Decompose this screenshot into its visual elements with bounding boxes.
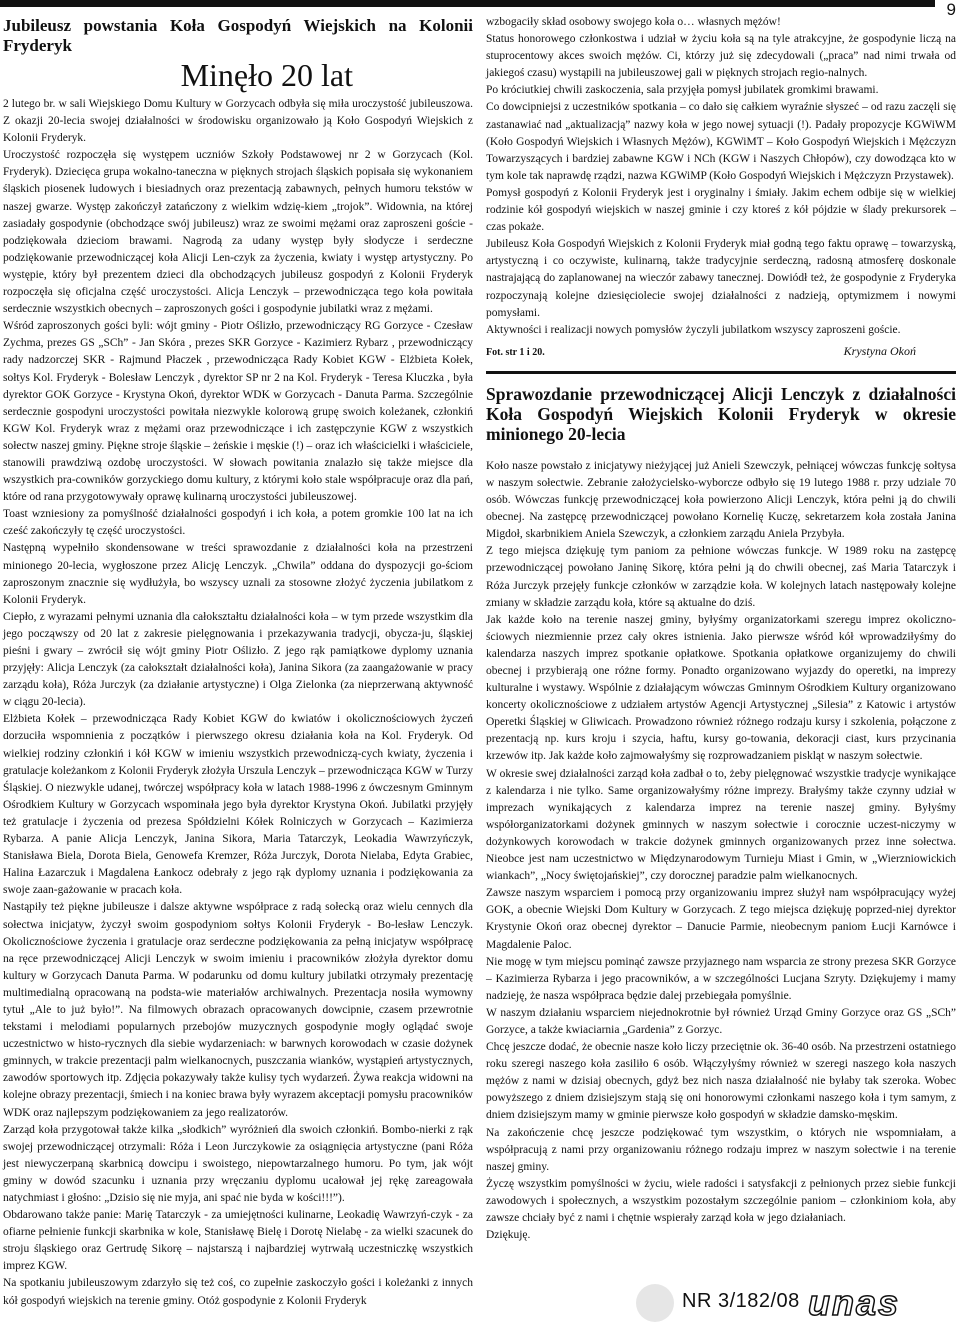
paragraph: Na spotkaniu jubileuszowym zdarzyło się też coś, co zupełnie zaskoczyło gości i koleżanki z innych kół gospodyń wiejskich na terenie gminy. Otóż gospodynie z Kolonii Fryderyk: [3, 1277, 473, 1307]
paragraph: W okresie swej działalności zarząd koła zadbał o to, żeby pielęgnować wszystkie tradycje wynikające z kalendarza i nie tylko. Same organizowałyśmy różne imprezy. Brałyśmy także czynny udział w imprezach wynikających z kalendarza imprez na terenie naszej gminy. Byłyśmy współorganizatorkami dożynek gminnych w naszym sołectwie i corocznie uczest-niczymy w dożynkowych korowodach w trakcie dożynek gminnych organizowanych przez inne sołectwa. Nieobce jest nam uczestnictwo w Międzynarodowym Turnieju Miast i Gmin, w „Wierzniowickich wiankach”, „Nocy świętojańskiej”, czy dorocznej paradzie palm wielkanocnych.: [486, 767, 956, 883]
paragraph: Dziękuję.: [486, 1229, 531, 1242]
left-column: [3, 16, 473, 1310]
top-rule: [0, 0, 935, 7]
paragraph: W naszym działaniu wsparciem niejednokrotnie był również Urząd Gminy Gorzyce oraz GS „SCh” Gorzyce, a także kwiaciarnia „Gardenia” z Gorzyc.: [486, 1006, 956, 1036]
paragraph: Nie mogę w tym miejscu pominąć zawsze przyjaznego nam wsparcia ze strony prezesa SKR Gorzyce – Kazimierza Rybarza i jego pracowników, a w szczególności Lucjana Szryty. Dziękujemy i mamy nadzieję, że nasza współpraca będzie dalej przebiegała pomyślnie.: [486, 955, 956, 1002]
section-divider: [486, 371, 956, 374]
paragraph: wzbogaciły skład osobowy swojego koła o… własnych mężów!: [486, 16, 781, 28]
paragraph: Obdarowano także panie: Marię Tatarczyk - za umiejętności kulinarne, Leokadię Wawrzyń-czyk - za ofiarne pełnienie funkcji skarbnika w kole, Stanisławę Bielę i Dorotę Nielabę - za wielki szacunek do stroju śląskiego oraz Gertrudę Sikorę – najstarszą i najbardziej wytrwałą uczestniczkę wszystkich imprez KGW.: [3, 1209, 473, 1273]
article-headline: Minęło 20 lat: [180, 57, 353, 93]
page-number: 9: [946, 0, 956, 19]
byline-row: [486, 343, 956, 361]
paragraph: Jubileusz Koła Gospodyń Wiejskich z Kolonii Fryderyk miał godną tego faktu oprawę – towarzyską, artystyczną i co oczywiste, kulinarną, także tradycyjnie serdeczną, radosną atmosferę doskonale nastrajającą do zaplanowanej na wieczór zabawy tanecznej. Dowiódł też, że gospodynie z Fryderyka rozpoczynają kolejne dziesięciolecie swojej działalności z nadzieją, optymizmem i nowymi pomysłami.: [486, 238, 956, 319]
paragraph: Życzę wszystkim pomyślności w życiu, wiele radości i satysfakcji z pełnionych przez siebie funkcji zawodowych i społecznych, a wszystkim pozostałym szczególnie paniom – członkiniom koła, aby zawsze chciały być z nami i chętnie wspierały zarząd koła w jego działaniach.: [486, 1177, 956, 1224]
paragraph: Nastąpiły też piękne jubileusze i dalsze aktywne współprace z radą sołecką oraz wielu cennych dla sołectwa inicjatyw, życzył swoim gospodyniom sołtys Kolonii Fryderyk - Bo-lesław Lenczyk. Okolicznościowe życzenia i gratulacje oraz serdeczne podziękowania za pełną inicjatyw współpracę na ręce przewodniczącej Alicji Lenczyk w swoim imieniu i pracowników złożyła dyrektor domu kultury w Gorzycach Danuta Parma. W podarunku od domu kultury jubilatki otrzymały prezentację multimedialną opracowaną na podsta-wie materiałów archiwalnych. Prezentacja nosiła wymowny tytuł „Ale to już było!”. Na filmowych obrazach opracowanych dowcipnie, czasem przewrotnie tekstami i melodiami popularnych przebojów muzycznych gospodynie mogły oglądać swoje uczestnictwo w histo-rycznych dla siebie wydarzeniach: w barwnych korowodach w czasie dożynek gminnych, w trakcie prezentacji palm wielkanocnych, puszczania wianków, wystąpień artystycznych, zawodów sportowych itp. Zdjęcia pokazywały także kulisy tych wydarzeń. Żywa reakcja widowni na kolejne obrazy prezentacji, śmiech i na koniec brawa były wyrazem akceptacji pomysłu pracowników WDK oraz najlepszym podziękowaniem za jego realizatorów.: [3, 901, 473, 1119]
paragraph: Koło nasze powstało z inicjatywy nieżyjącej już Anieli Szewczyk, pełniącej wówczas funkcję sołtysa w naszym sołectwie. Zebranie założycielsko-wyborcze odbyło się 19 lutego 1988 r. przy udziale 70 osób. Wówczas funkcję przewodniczącej koła powierzono Alicji Lenczyk, która pełni ją do chwili obecnej. Na zastępcę przewodniczącej powołano Kornelię Kuczę, sekretarzem koła została Janina Migdoł, skarbnikiem Aniela Szewczyk, a członkiem zarządu Aniela Przybyła.: [486, 459, 956, 541]
paragraph: Z tego miejsca dziękuję tym paniom za pełnione wówczas funkcje. W 1989 roku na zastępcę przewodniczącej powołano Janinę Sikorę, która pełni ją do chwili obecnej, zaś Maria Tatarczyk i Róża Jurczyk przejęły funkcje członków w zarządzie koła. W kolejnych latach następowały kolejne zmiany w składzie zarządu koła, które są aktualne do dziś.: [486, 545, 956, 609]
footer: [636, 1282, 956, 1322]
paragraph: Ciepło, z wyrazami pełnymi uznania dla całokształtu działalności koła – w tym przede wszystkim dla jego począwszy od 20 lat z zakresie pielęgnowania i przekazywania tradycji, obycza-ju, śląskiej pieśni i gwary – zwrócił się wójt gminy Piotr Oślizło. Z jego rąk pamiątkowe dyplomy uznania przyjęły: Alicja Lenczyk (za całokształt działalności koła), Janina Sikora (za zaangażowanie w pracy zarządu koła), Róża Jurczyk (za działanie artystyczne) i Olga Zielonka (za nieprzerwaną aktywność w ciągu 20-lecia).: [3, 610, 473, 709]
paragraph: Po króciutkiej chwili zaskoczenia, sala przyjęła pomysł jubilatek gromkimi brawami.: [486, 84, 879, 97]
magazine-logo: unas: [808, 1282, 901, 1323]
photo-caption: Fot. str 1 i 20.: [486, 346, 545, 358]
paragraph: Toast wzniesiony za pomyślność działalności gospodyń i ich koła, a potem gromkie 100 lat na ich cześć zakończyły tę część uroczystości.: [3, 508, 473, 538]
issue-number: NR 3/182/08: [682, 1290, 800, 1312]
paragraph: Elżbieta Kołek – przewodnicząca Rady Kobiet KGW do kwiatów i okolicznościowych życzeń dorzuciła wspomnienia z początków i pierwszego okresu działania koła na Kol. Fryderyk. Od wielkiej rodziny członkiń i kół KGW w imieniu wszystkich przewodniczą-cych kwiaty, życzenia i gratulacje koleżankom z Kolonii Fryderyk złożyła Urszula Lenczyk – przewodnicząca KGW w Turzy Śląskiej. O niezwykle udanej, twórczej współpracy koła w latach 1988-1996 z ówczesnym Gminnym Ośrodkiem Kultury w Gorzycach wspominała jego była dyrektor Krystyna Okoń. Jubilatki przyjęły też gratulacje i życzenia od prezesa Spółdzielni Kółek Rolniczych w Gorzycach – Kazimierza Rybarza. A panie Alicja Lenczyk, Janina Sikora, Maria Tatarczyk, Leokadia Wawrzyńczyk, Stanisława Biela, Dorota Biela, Genowefa Kremzer, Róża Jurczyk, Dorota Nielaba, Edyta Grabiec, Halina Łazarczuk i Magdalena Łankocz odebrały z jego rąk dyplomy uznania i podziękowania za swoje zaan-gażowanie w pracach koła.: [3, 713, 473, 897]
paragraph: Uroczystość rozpoczęła się występem uczniów Szkoły Podstawowej nr 2 w Gorzycach (Kol. Fryderyk). Dziecięca grupa wokalno-taneczna w pięknych strojach śląskich popisała się wykonaniem śląskich piosenek ludowych i biesiadnych oraz prezentacją zabawnych, pełnych humoru tekstów w naszej gwarze. Występ zakończył zatańczony z wielkim wdzię-kiem „trojok”. Widownia, na której zasiadały gospodynie (obchodzące swój jubileusz) wraz ze swoimi mężami oraz zaproszeni goście - podziękowała dzieciom brawami. Nagrodą za udany występ były słodycze i serdeczne podziękowanie przewodniczącej koła Alicji Len-czyk za życzenia, kwiaty i występ artystyczny. Po występie, który był prezentem dzieci dla obchodzących jubileusz gospodyń z Kolonii Fryderyk rozpoczęła się oficjalna część uroczystości. Alicja Lenczyk – przewodnicząca tego koła powitała serdecznie wszystkich obecnych – zaproszonych gości i gospodynie jubilatki wraz z mężami.: [3, 149, 473, 316]
paragraph: Jak każde koło na terenie naszej gminy, byłyśmy organizatorkami szeregu imprez okoliczno-ściowych niezmiennie przez cały okres istnienia. Jako pierwsze wśród kół wprowadziłyśmy do kalendarza naszych imprez spotkanie opłatkowe. Spotkania opłatkowe organizujemy do chwili obecnej i przybierają one różne formy. Ponadto organizowano wyjazdy do operetki, na imprezy kulturalne i wystawy. Wspólnie z działającym wówczas Gminnym Ośrodkiem Kultury organizowano koncerty okolicznościowe z udziałem artystów Agencji Artystycznej „Silesia” z Katowic i artystów Operetki Śląskiej w Gliwicach. Prowadzono również różnego rodzaju kursy i szkolenia, połączone z prezentacją np. kurs kroju i szycia, haftu, kursy go-towania, dekoracji ciast, kurs przycinania krzewów itp. Jak każde koło zajmowałyśmy się rozprowadzaniem piskląt w naszym sołectwie.: [486, 613, 956, 763]
paragraph: Zarząd koła przygotował także kilka „słodkich” wyróżnień dla swoich członkiń. Bombo-nierki z rąk swojej przewodniczącej otrzymali: Róża i Leon Jurczykowie za osiągnięcia artystyczne (pani Róża jest niewyczerpaną skarbnicą dowcipu i swoistego, niepowtarzalnego humoru. Po tym, jak wójt gminy w dowód szacunku i uznania przy wręczaniu dyplomu ucałował jej rękę zareagowała natychmiast i głośno: „Dzisio się nie myja, ani spać nie byda w kości!!!”).: [3, 1123, 473, 1204]
paragraph: Na zakończenie chcę jeszcze podziękować tym wszystkim, o których nie wspomniałam, a współpracują z nami przy organizowaniu różnego rodzaju imprez w naszym sołectwie i na terenie naszej gminy.: [486, 1126, 956, 1173]
right-column: [486, 14, 956, 1244]
paragraph: Status honorowego członkostwa i udział w życiu koła są na tyle atrakcyjne, że gospodynie liczą na stuprocentowy akces swoich mężów. Ci, którzy już się zdecydowali („praca” nad nimi trwała od jakiegoś czasu) wystąpili na jubileuszowej gali w pięknych strojach regio-nalnych.: [486, 33, 956, 80]
paragraph: Wśród zaproszonych gości byli: wójt gminy - Piotr Oślizło, przewodniczący RG Gorzyce - Czesław Zychma, prezes GS „SCh” - Jan Skóra , prezes SKR Gorzyce - Kazimierz Rybarz , przewodniczący rady nadzorczej SKR - Rajmund Płaczek , przewodnicząca Rady Kobiet KGW - Elżbieta Kołek, sołtys Kol. Fryderyk - Bolesław Lenczyk , dyrektor SP nr 2 na Kol. Fryderyk - Teresa Kluczka , była dyrektor GOK Gorzyce - Krystyna Okoń, dyrektor WDK w Gorzycach - Danuta Parma. Szczególnie serdecznie gospodyni uroczystości powitała niezwykle kolorową grupę swoich koleżanek, członkiń KGW Kol. Fryderyk wraz z mężami oraz przewodniczące i ich zastępczynie KGW z wszystkich sołectw naszej gminy. Piękne stroje śląskie – żeńskie i męskie (!) – oraz ich właścicielki i właściciele, stanowili prawdziwą ozdobę uroczystości. W słowach powitania znalazło się także miejsce dla wszystkich pra-cowników gorzyckiego domu kultury, z którymi koło stale współpracuje oraz dla pań, które od rana przygotowywały oprawę kulinarną uroczystości jubileuszowej.: [3, 320, 473, 504]
paragraph: Co dowcipniejsi z uczestników spotkania – co dało się całkiem wyraźnie słyszeć – od razu zaczęli się zastanawiać nad „aktualizacją” nazwy koła w jego nowej sytuacji (!). Padały propozycje KGWiWM (Koło Gospodyń Wiejskich i Własnych Mężów), KGWiMT – Koło Gospodyń Wiejskich i Mężczyzn Towarzyszących i bardziej zabawne KGW i NCh (KGW i Naszych Chłopów), czy dowodząca kto w tym kole tak naprawdę rządzi, nazwa KGWiMP (Koło Gospodyń Wiejskich i Mężczyzn Przystawek).: [486, 101, 956, 182]
paragraph: 2 lutego br. w sali Wiejskiego Domu Kultury w Gorzycach odbyła się miła uroczystość jubileuszowa. Z okazji 20-lecia swojej działalności w środowisku organizowało ją Koło Gospodyń Wiejskich z Kolonii Fryderyk.: [3, 98, 473, 145]
article-kicker: Jubileusz powstania Koła Gospodyń Wiejskich na Kolonii Fryderyk: [3, 16, 473, 55]
paragraph: Zawsze naszym wsparciem i pomocą przy organizowaniu imprez służył nam współpracujący wyżej GOK, a obecnie Wiejski Dom Kultury w Gorzycach. Z tego miejsca dziękuję poprzed-niej dyrektor Krystynie Okoń oraz obecnej dyrektor – Danucie Parmie, nieobecnym paniom Łucji Karnówce i Magdalenie Paloc.: [486, 887, 956, 951]
paragraph: Pomysł gospodyń z Kolonii Fryderyk jest i oryginalny i śmiały. Jakim echem odbije się w wielkiej rodzinie kół gospodyń wiejskich w naszej gminie i czy ktoreś z kół pójdzie w ślady prekursorek – czas pokaże.: [486, 186, 956, 234]
author-name: Krystyna Okoń: [843, 343, 916, 358]
mascot-icon: [636, 1284, 674, 1322]
paragraph: Aktywności i realizacji nowych pomysłów życzyli jubilatkom wszyscy zaproszeni goście.: [486, 323, 901, 336]
paragraph: Chcę jeszcze dodać, że obecnie nasze koło liczy przeciętnie ok. 36-40 osób. Na przestrzeni ostatniego roku szeregi naszego koła zasiliło 6 osób. Włączyłyśmy również w szeregi naszego koła naszych mężów z nami w dzisiaj obecnych, gdyż bez nich nasza działalność nie byłaby tak szeroka. Wobec powyższego z dniem dzisiejszym stają się oni honorowymi członkami naszego koła i tym samym, z dniem dzisiejszym mamy w gminie pierwsze koło gospodyń w składzie damsko-męskim.: [486, 1041, 956, 1122]
report-title: Sprawozdanie przewodniczącej Alicji Lenczyk z działalności Koła Gospodyń Wiejskich Kolonii Fryderyk w okresie minionego 20-lecia: [486, 383, 956, 444]
paragraph: Następną wypełniło skondensowane w treści sprawozdanie z działalności koła na przestrzeni minionego 20-lecia, wygłoszone przez Alicję Lenczyk. „Chwila” oddana do dyspozycji go-ściom zaproszonym znacznie się wydłużyła, bo wszyscy uznali za stosowne złożyć życzenia jubilatkom z Kolonii Fryderyk.: [3, 542, 473, 606]
